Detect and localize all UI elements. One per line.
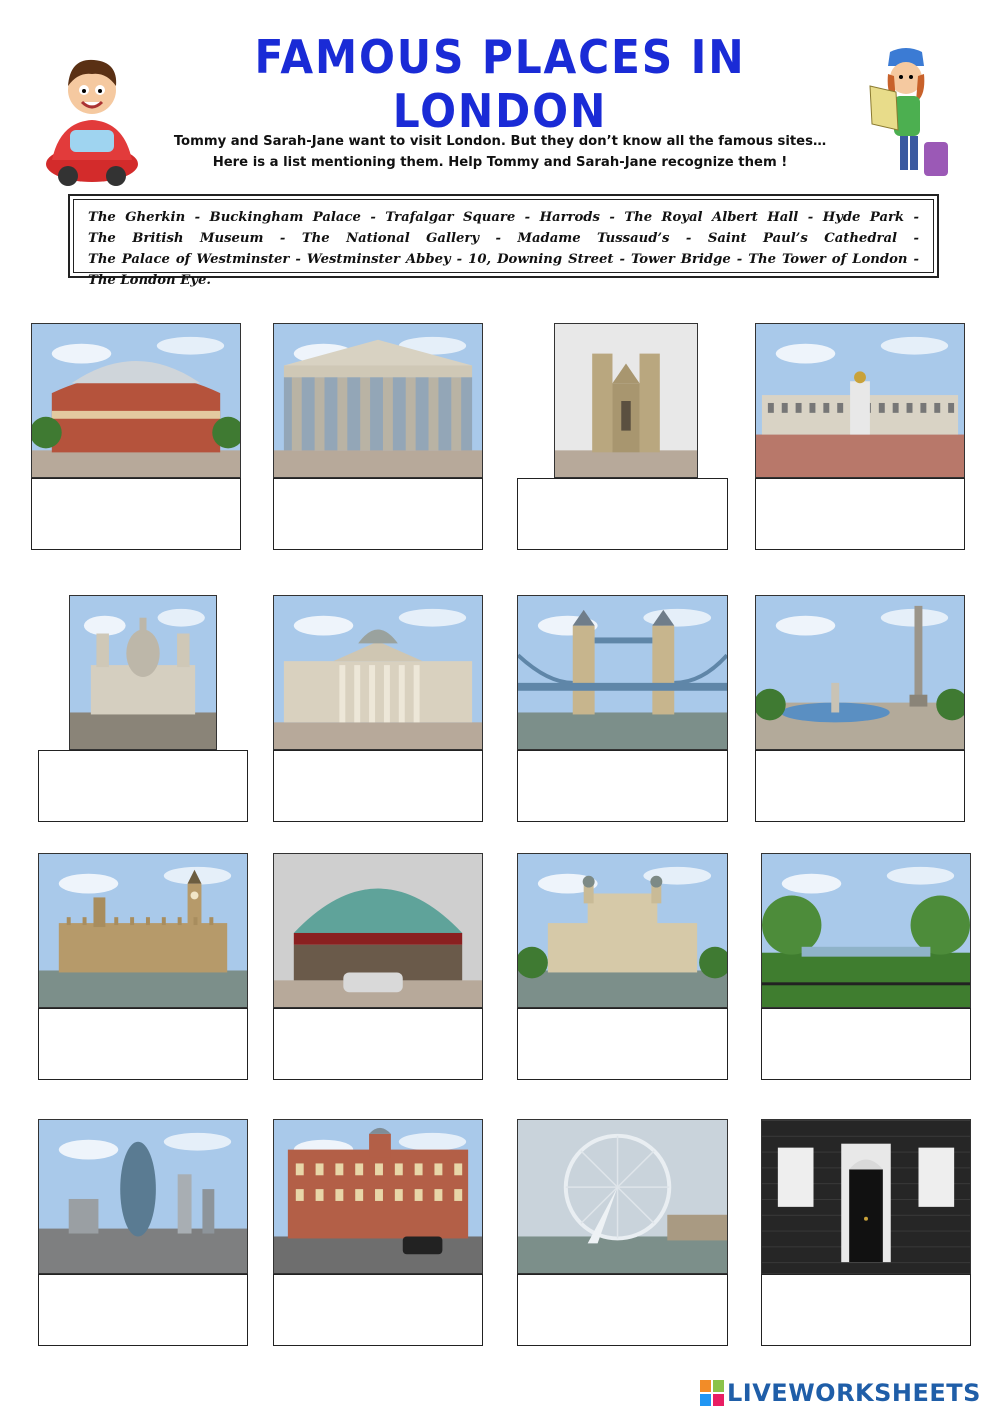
word-bank-item: Hyde Park	[822, 210, 905, 225]
photo-westminster-abbey	[554, 323, 698, 478]
answer-box-british-museum[interactable]	[273, 478, 483, 550]
photo-harrods	[273, 1119, 483, 1274]
photo-london-eye	[517, 1119, 728, 1274]
page-title: FAMOUS PLACES IN LONDON	[254, 30, 746, 138]
word-bank-list	[73, 199, 934, 288]
word-bank-item: Madame Tussaud’s	[517, 231, 670, 246]
word-separator: -	[295, 252, 307, 267]
answer-box-hyde-park[interactable]	[761, 1008, 971, 1080]
word-separator: -	[807, 210, 823, 225]
word-bank-item: The Royal Albert Hall	[624, 210, 799, 225]
word-bank-item: 10, Downing Street	[468, 252, 614, 267]
answer-box-london-eye[interactable]	[517, 1274, 728, 1346]
word-separator: -	[913, 210, 920, 225]
answer-box-downing-street[interactable]	[761, 1274, 971, 1346]
sarah-jane-map-illustration	[866, 46, 952, 186]
answer-box-trafalgar-square[interactable]	[755, 750, 965, 822]
word-separator: -	[913, 231, 919, 246]
answer-box-westminster-abbey[interactable]	[517, 478, 728, 550]
photo-trafalgar-square	[755, 595, 965, 750]
answer-box-buckingham-palace[interactable]	[755, 478, 965, 550]
word-separator: -	[194, 210, 210, 225]
word-separator: -	[370, 210, 386, 225]
answer-box-gherkin[interactable]	[38, 1274, 248, 1346]
photo-saint-pauls-cathedral	[69, 595, 217, 750]
word-separator: -	[913, 252, 919, 267]
instructions-line-1: Tommy and Sarah-Jane want to visit London. But they don’t know all the famous sites…	[173, 134, 827, 149]
instructions	[160, 131, 840, 173]
answer-box-palace-of-westminster[interactable]	[38, 1008, 248, 1080]
photo-hyde-park	[761, 853, 971, 1008]
photo-downing-street	[761, 1119, 971, 1274]
answer-box-harrods[interactable]	[273, 1274, 483, 1346]
photo-tower-of-london	[517, 853, 728, 1008]
word-bank-item: The Palace of Westminster	[88, 252, 290, 267]
word-bank-item: The Tower of London	[748, 252, 908, 267]
photo-national-gallery	[273, 595, 483, 750]
answer-box-tower-of-london[interactable]	[517, 1008, 728, 1080]
word-separator: -	[279, 231, 302, 246]
word-separator: -	[619, 252, 631, 267]
photo-tower-bridge	[517, 595, 728, 750]
instructions-line-2: Here is a list mentioning them. Help Tommy and Sarah-Jane recognize them !	[212, 155, 788, 170]
word-bank-item: Harrods	[539, 210, 600, 225]
answer-box-national-gallery[interactable]	[273, 750, 483, 822]
word-separator: -	[685, 231, 708, 246]
answer-box-saint-pauls-cathedral[interactable]	[38, 750, 248, 822]
word-bank-item: Saint Paul’s Cathedral	[707, 231, 898, 246]
tommy-car-illustration	[40, 52, 144, 188]
word-separator: -	[736, 252, 749, 267]
photo-buckingham-palace	[755, 323, 965, 478]
word-separator: -	[524, 210, 540, 225]
answer-box-royal-albert-hall[interactable]	[31, 478, 241, 550]
liveworksheets-logo-icon	[700, 1380, 724, 1406]
liveworksheets-branding	[700, 1376, 996, 1410]
word-bank-item: Buckingham Palace	[209, 210, 361, 225]
word-bank-item: Tower Bridge	[631, 252, 731, 267]
word-separator: -	[495, 231, 518, 246]
brand-name: LIVEWORKSHEETS	[727, 1379, 981, 1407]
photo-british-museum	[273, 323, 483, 478]
word-separator: -	[609, 210, 625, 225]
word-bank-item: The Gherkin	[88, 210, 186, 225]
photo-gherkin	[38, 1119, 248, 1274]
word-bank-item: Westminster Abbey	[306, 252, 451, 267]
photo-palace-of-westminster	[38, 853, 248, 1008]
word-bank-item: The London Eye.	[88, 273, 211, 288]
photo-royal-albert-hall	[31, 323, 241, 478]
word-bank-item: The British Museum	[88, 231, 264, 246]
answer-box-tower-bridge[interactable]	[517, 750, 728, 822]
word-bank-box	[68, 194, 939, 288]
answer-box-madame-tussauds[interactable]	[273, 1008, 483, 1080]
word-bank-item: The National Gallery	[301, 231, 479, 246]
photo-madame-tussauds	[273, 853, 483, 1008]
word-bank-item: Trafalgar Square	[385, 210, 516, 225]
word-separator: -	[456, 252, 469, 267]
